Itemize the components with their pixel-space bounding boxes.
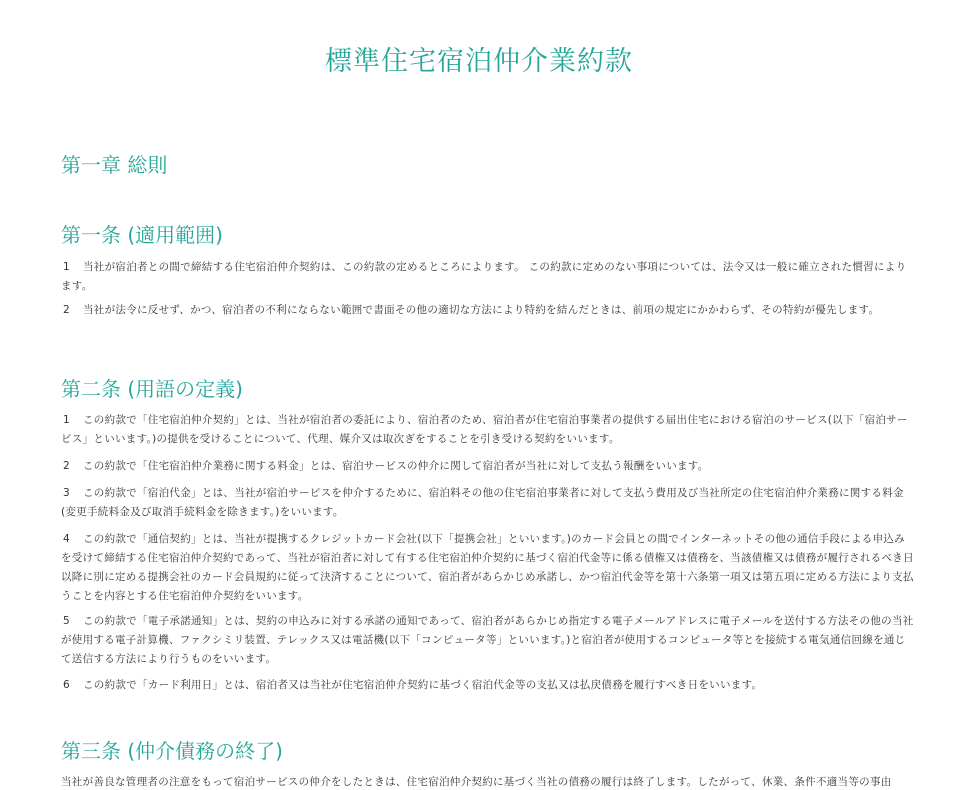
article-2-heading: 第二条 (用語の定義): [61, 377, 243, 401]
paragraph-number: 2: [63, 304, 70, 316]
paragraph-number: 1: [63, 414, 70, 426]
paragraph-text: この約款で「カード利用日」とは、宿泊者又は当社が住宅宿泊仲介契約に基づく宿泊代金等の支払又は払戻債務を履行すべき日をいいます。: [83, 679, 763, 691]
article-3-paragraph-1: [61, 773, 915, 790]
paragraph-number: 6: [63, 679, 70, 691]
paragraph-number: 1: [63, 261, 70, 273]
article-2-paragraph-4: [61, 530, 915, 606]
document-title: 標準住宅宿泊仲介業約款: [325, 46, 633, 77]
paragraph-text: この約款で「住宅宿泊仲介契約」とは、当社が宿泊者の委託により、宿泊者のため、宿泊者が住宅宿泊事業者の提供する届出住宅における宿泊のサービス(以下「宿泊サービス」といいます。)の提供を受けることについて、代理、媒介又は取次ぎをすることを引き受ける契約をいいます。: [61, 414, 908, 445]
paragraph-text: この約款で「通信契約」とは、当社が提携するクレジットカード会社(以下「提携会社」といいます。)のカード会員との間でインターネットその他の通信手段による申込みを受けて締結する住宅宿泊仲介契約であって、当社が宿泊者に対して有する住宅宿泊仲介契約に基づく宿泊代金等に係る債権又は債務を、当該債権又は債務が履行されるべき日以降に別に定める提携会社のカード会員規約に従って決済することについて、宿泊者があらかじめ承諾し、かつ宿泊代金等を第十六条第一項又は第五項に定める方法により支払うことを内容とする住宅宿泊仲介契約をいいます。: [61, 533, 914, 602]
article-2-paragraph-3: [61, 484, 915, 522]
article-1-paragraph-2: [61, 301, 915, 320]
article-2-paragraph-1: [61, 411, 915, 449]
article-1-heading: 第一条 (適用範囲): [61, 223, 223, 247]
article-2-paragraph-2: [61, 457, 915, 476]
article-1-paragraph-1: [61, 258, 915, 296]
paragraph-text: 当社が善良な管理者の注意をもって宿泊サービスの仲介をしたときは、住宅宿泊仲介契約に基づく当社の債務の履行は終了します。したがって、休業、条件不適当等の事由: [61, 776, 892, 788]
paragraph-text: この約款で「宿泊代金」とは、当社が宿泊サービスを仲介するために、宿泊料その他の住宅宿泊事業者に対して支払う費用及び当社所定の住宅宿泊仲介業務に関する料金(変更手続料金及び取消手続料金を除きます。)をいいます。: [61, 487, 904, 518]
paragraph-text: 当社が法令に反せず、かつ、宿泊者の不利にならない範囲で書面その他の適切な方法により特約を結んだときは、前項の規定にかかわらず、その特約が優先します。: [83, 304, 880, 316]
article-2-paragraph-5: [61, 612, 915, 669]
paragraph-number: 4: [63, 533, 70, 545]
article-2-paragraph-6: [61, 676, 915, 695]
paragraph-text: 当社が宿泊者との間で締結する住宅宿泊仲介契約は、この約款の定めるところによります。 この約款に定めのない事項については、法令又は一般に確立された慣習によります。: [61, 261, 907, 292]
paragraph-number: 2: [63, 460, 70, 472]
paragraph-text: この約款で「住宅宿泊仲介業務に関する料金」とは、宿泊サービスの仲介に関して宿泊者が当社に対して支払う報酬をいいます。: [83, 460, 709, 472]
chapter-heading: 第一章 総則: [61, 153, 168, 177]
paragraph-number: 5: [63, 615, 70, 627]
paragraph-text: この約款で「電子承諾通知」とは、契約の申込みに対する承諾の通知であって、宿泊者があらかじめ指定する電子メールアドレスに電子メールを送付する方法その他の当社が使用する電子計算機、ファクシミリ装置、テレックス又は電話機(以下「コンピュータ等」といいます。)と宿泊者が使用するコンピュータ等とを接続する電気通信回線を通じて送信する方法により行うものをいいます。: [61, 615, 914, 665]
paragraph-number: 3: [63, 487, 70, 499]
article-3-heading: 第三条 (仲介債務の終了): [61, 739, 283, 763]
